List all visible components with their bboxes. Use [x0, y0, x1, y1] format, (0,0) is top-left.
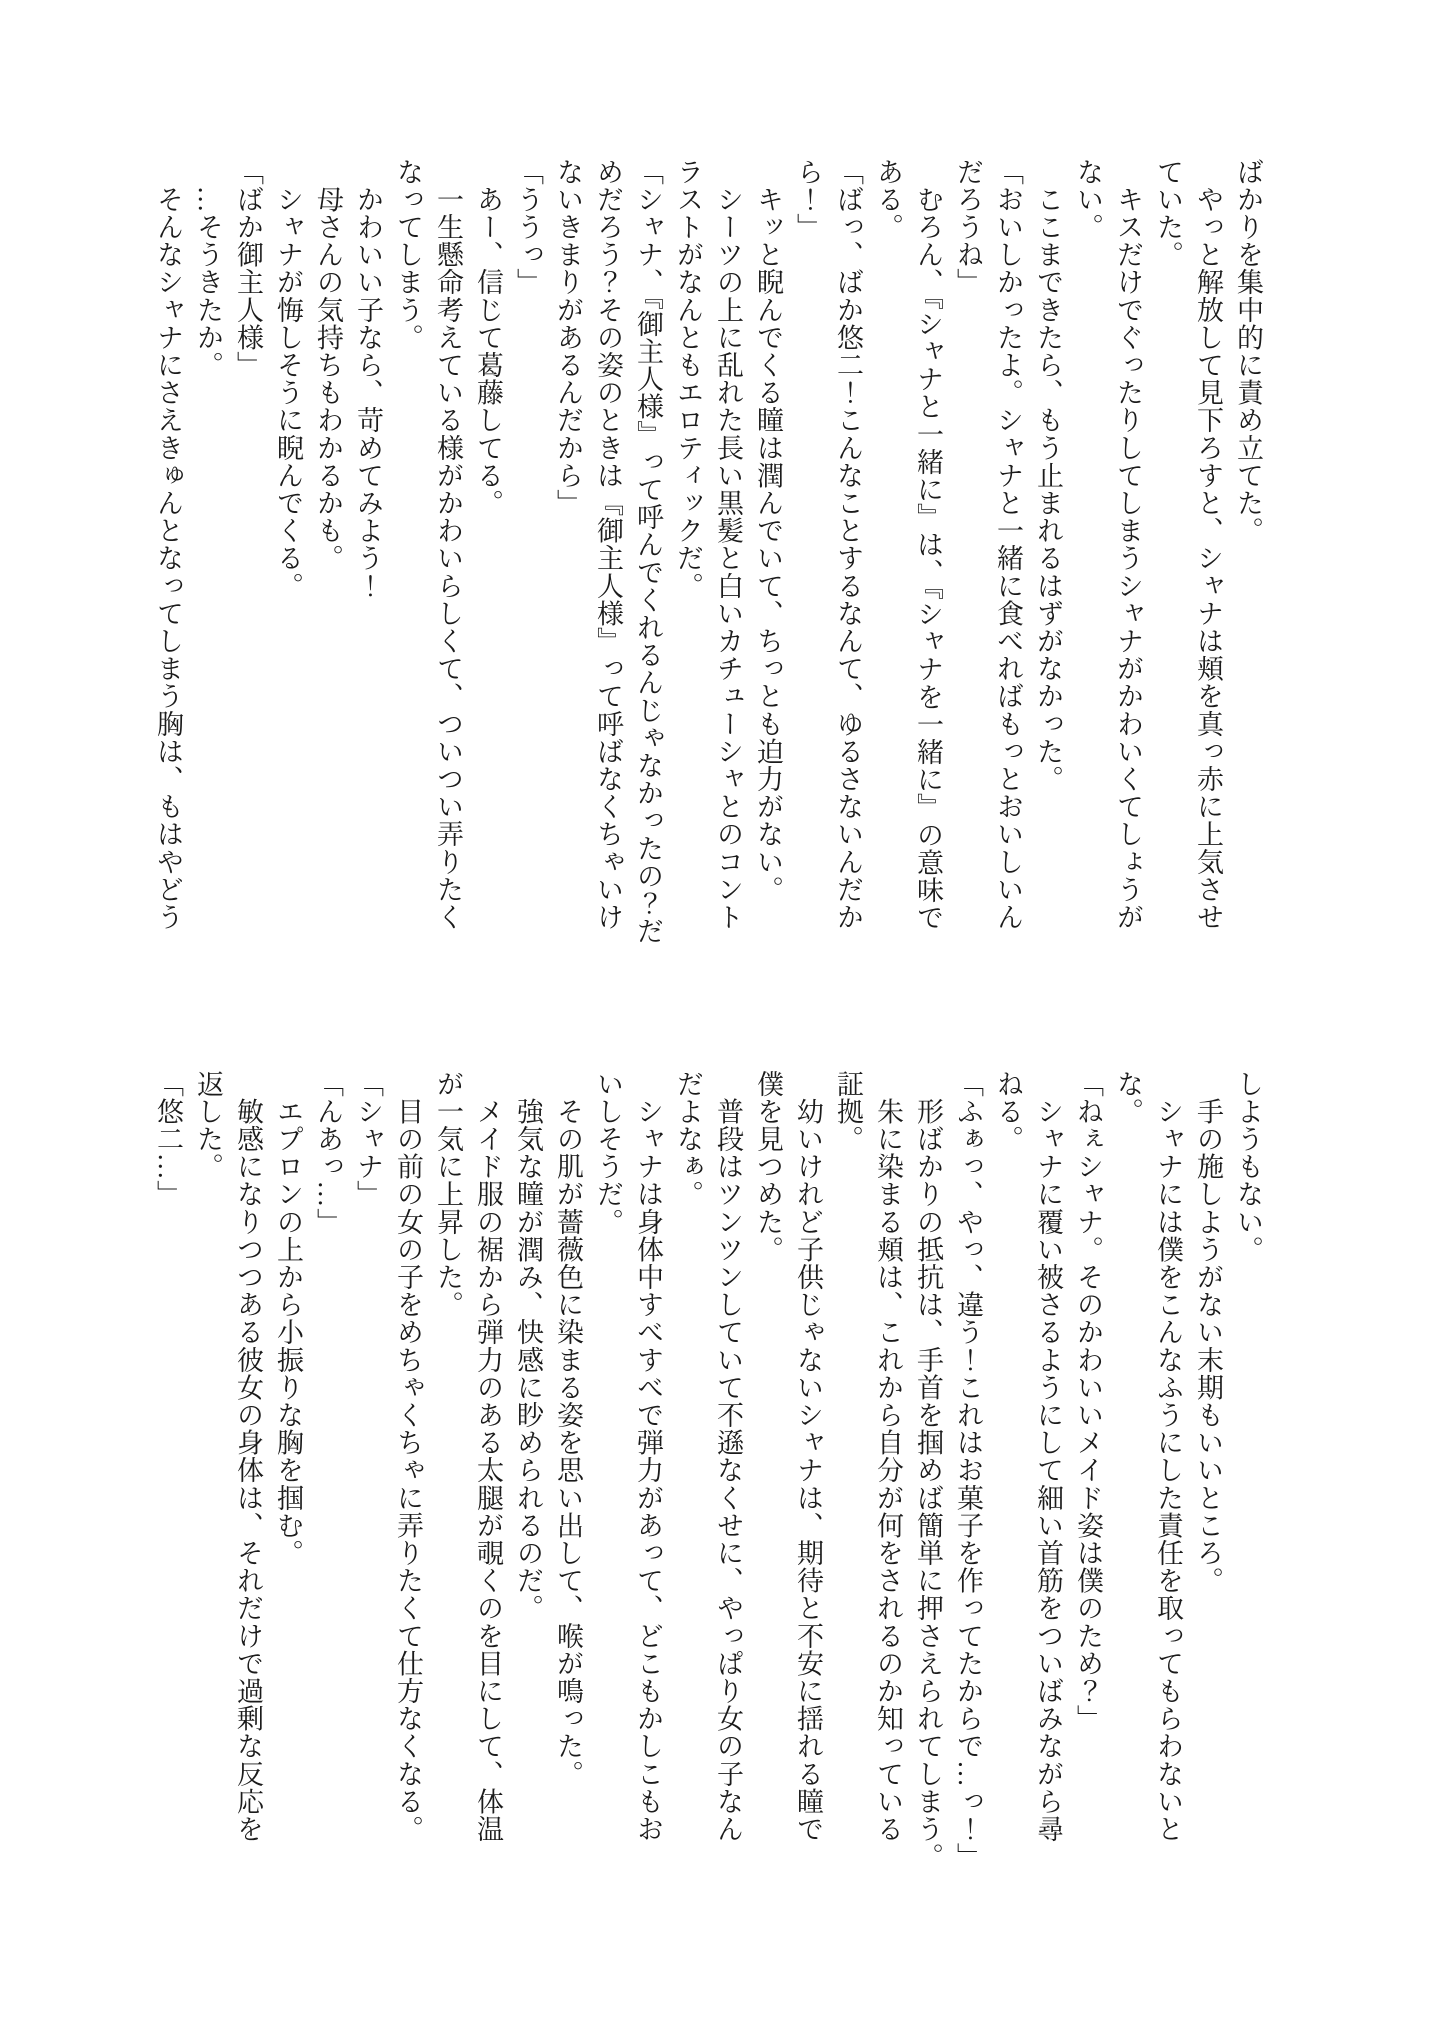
text-column: 「悠二…」	[153, 1070, 183, 1208]
text-column: ばかりを集中的に責め立てた。	[1233, 158, 1263, 545]
text-column: ら！」	[793, 158, 823, 241]
text-column: シーツの上に乱れた長い黒髪と白いカチューシャとのコント	[713, 158, 743, 931]
text-column: 形ばかりの抵抗は、手首を掴めば簡単に押さえられてしまう。	[913, 1070, 943, 1871]
text-column: シャナは身体中すべすべで弾力があって、どこもかしこもお	[633, 1070, 663, 1843]
text-column: エプロンの上から小振りな胸を掴む。	[273, 1070, 303, 1567]
text-column: 「ばか御主人様」	[233, 158, 263, 379]
text-column: あー、信じて葛藤してる。	[473, 158, 503, 517]
text-column: 僕を見つめた。	[753, 1070, 783, 1264]
text-column: ない。	[1073, 158, 1103, 241]
text-column: だろうね」	[953, 158, 983, 296]
text-column: 「シャナ、『御主人様』って呼んでくれるんじゃなかったの？だ	[633, 158, 663, 945]
text-column: その肌が薔薇色に染まる姿を思い出して、喉が鳴った。	[553, 1070, 583, 1788]
text-column: 手の施しようがない末期もいいところ。	[1193, 1070, 1223, 1595]
text-column: な。	[1113, 1070, 1143, 1126]
text-column: いしそうだ。	[593, 1070, 623, 1236]
text-column: 「んあっ…」	[313, 1070, 343, 1236]
text-column: …そうきたか。	[193, 158, 223, 379]
text-column: キスだけでぐったりしてしまうシャナがかわいくてしょうが	[1113, 158, 1143, 931]
text-column: ねる。	[993, 1070, 1023, 1153]
text-column: 「シャナ」	[353, 1070, 383, 1208]
text-column: 目の前の女の子をめちゃくちゃに弄りたくて仕方なくなる。	[393, 1070, 423, 1843]
text-column: 「おいしかったよ。シャナと一緒に食べればもっとおいしいん	[993, 158, 1023, 931]
text-column: 朱に染まる頬は、これから自分が何をされるのか知っている	[873, 1070, 903, 1843]
page-2-text-block	[148, 1070, 1268, 1880]
text-column: ここまできたら、もう止まれるはずがなかった。	[1033, 158, 1063, 793]
text-column: 「ねぇシャナ。そのかわいいメイド姿は僕のため？」	[1073, 1070, 1103, 1733]
text-column: 「ううっ」	[513, 158, 543, 296]
text-column: めだろう？その姿のときは『御主人様』って呼ばなくちゃいけ	[593, 158, 623, 931]
text-column: むろん、『シャナと一緒に』は、『シャナを一緒に』の意味で	[913, 158, 943, 932]
text-column: かわいい子なら、苛めてみよう！	[353, 158, 383, 600]
text-column: 普段はツンツンしていて不遜なくせに、やっぱり女の子なん	[713, 1070, 743, 1843]
text-column: 幼いけれど子供じゃないシャナは、期待と不安に揺れる瞳で	[793, 1070, 823, 1843]
text-column: 「ばっ、ばか悠二！こんなことするなんて、ゆるさないんだか	[833, 158, 863, 931]
text-column: しようもない。	[1233, 1070, 1263, 1264]
text-column: 「ふぁっ、やっ、違う！これはお菓子を作ってたからで…っ！」	[953, 1070, 983, 1871]
text-column: そんなシャナにさえきゅんとなってしまう胸は、もはやどう	[153, 158, 183, 931]
text-column: 母さんの気持ちもわかるかも。	[313, 158, 343, 572]
text-column: キッと睨んでくる瞳は潤んでいて、ちっとも迫力がない。	[753, 158, 783, 904]
text-column: 証拠。	[833, 1070, 863, 1153]
text-column: 一生懸命考えている様がかわいらしくて、ついつい弄りたく	[433, 158, 463, 931]
text-column: 敏感になりつつある彼女の身体は、それだけで過剰な反応を	[233, 1070, 263, 1843]
text-column: 返した。	[193, 1070, 223, 1181]
text-column: シャナには僕をこんなふうにした責任を取ってもらわないと	[1153, 1070, 1183, 1843]
text-column: シャナが悔しそうに睨んでくる。	[273, 158, 303, 600]
text-column: ラストがなんともエロティックだ。	[673, 158, 703, 600]
text-column: ないきまりがあるんだから」	[553, 158, 583, 517]
text-column: 強気な瞳が潤み、快感に眇められるのだ。	[513, 1070, 543, 1622]
text-column: ていた。	[1153, 158, 1183, 269]
text-column: なってしまう。	[393, 158, 423, 352]
text-column: メイド服の裾から弾力のある太腿が覗くのを目にして、体温	[473, 1070, 503, 1843]
text-column: が一気に上昇した。	[433, 1070, 463, 1319]
text-column: シャナに覆い被さるようにして細い首筋をついばみながら尋	[1033, 1070, 1063, 1843]
page-1-text-block	[148, 158, 1268, 968]
text-column: ある。	[873, 158, 903, 241]
text-column: やっと解放して見下ろすと、シャナは頬を真っ赤に上気させ	[1193, 158, 1223, 931]
text-column: だよなぁ。	[673, 1070, 703, 1208]
